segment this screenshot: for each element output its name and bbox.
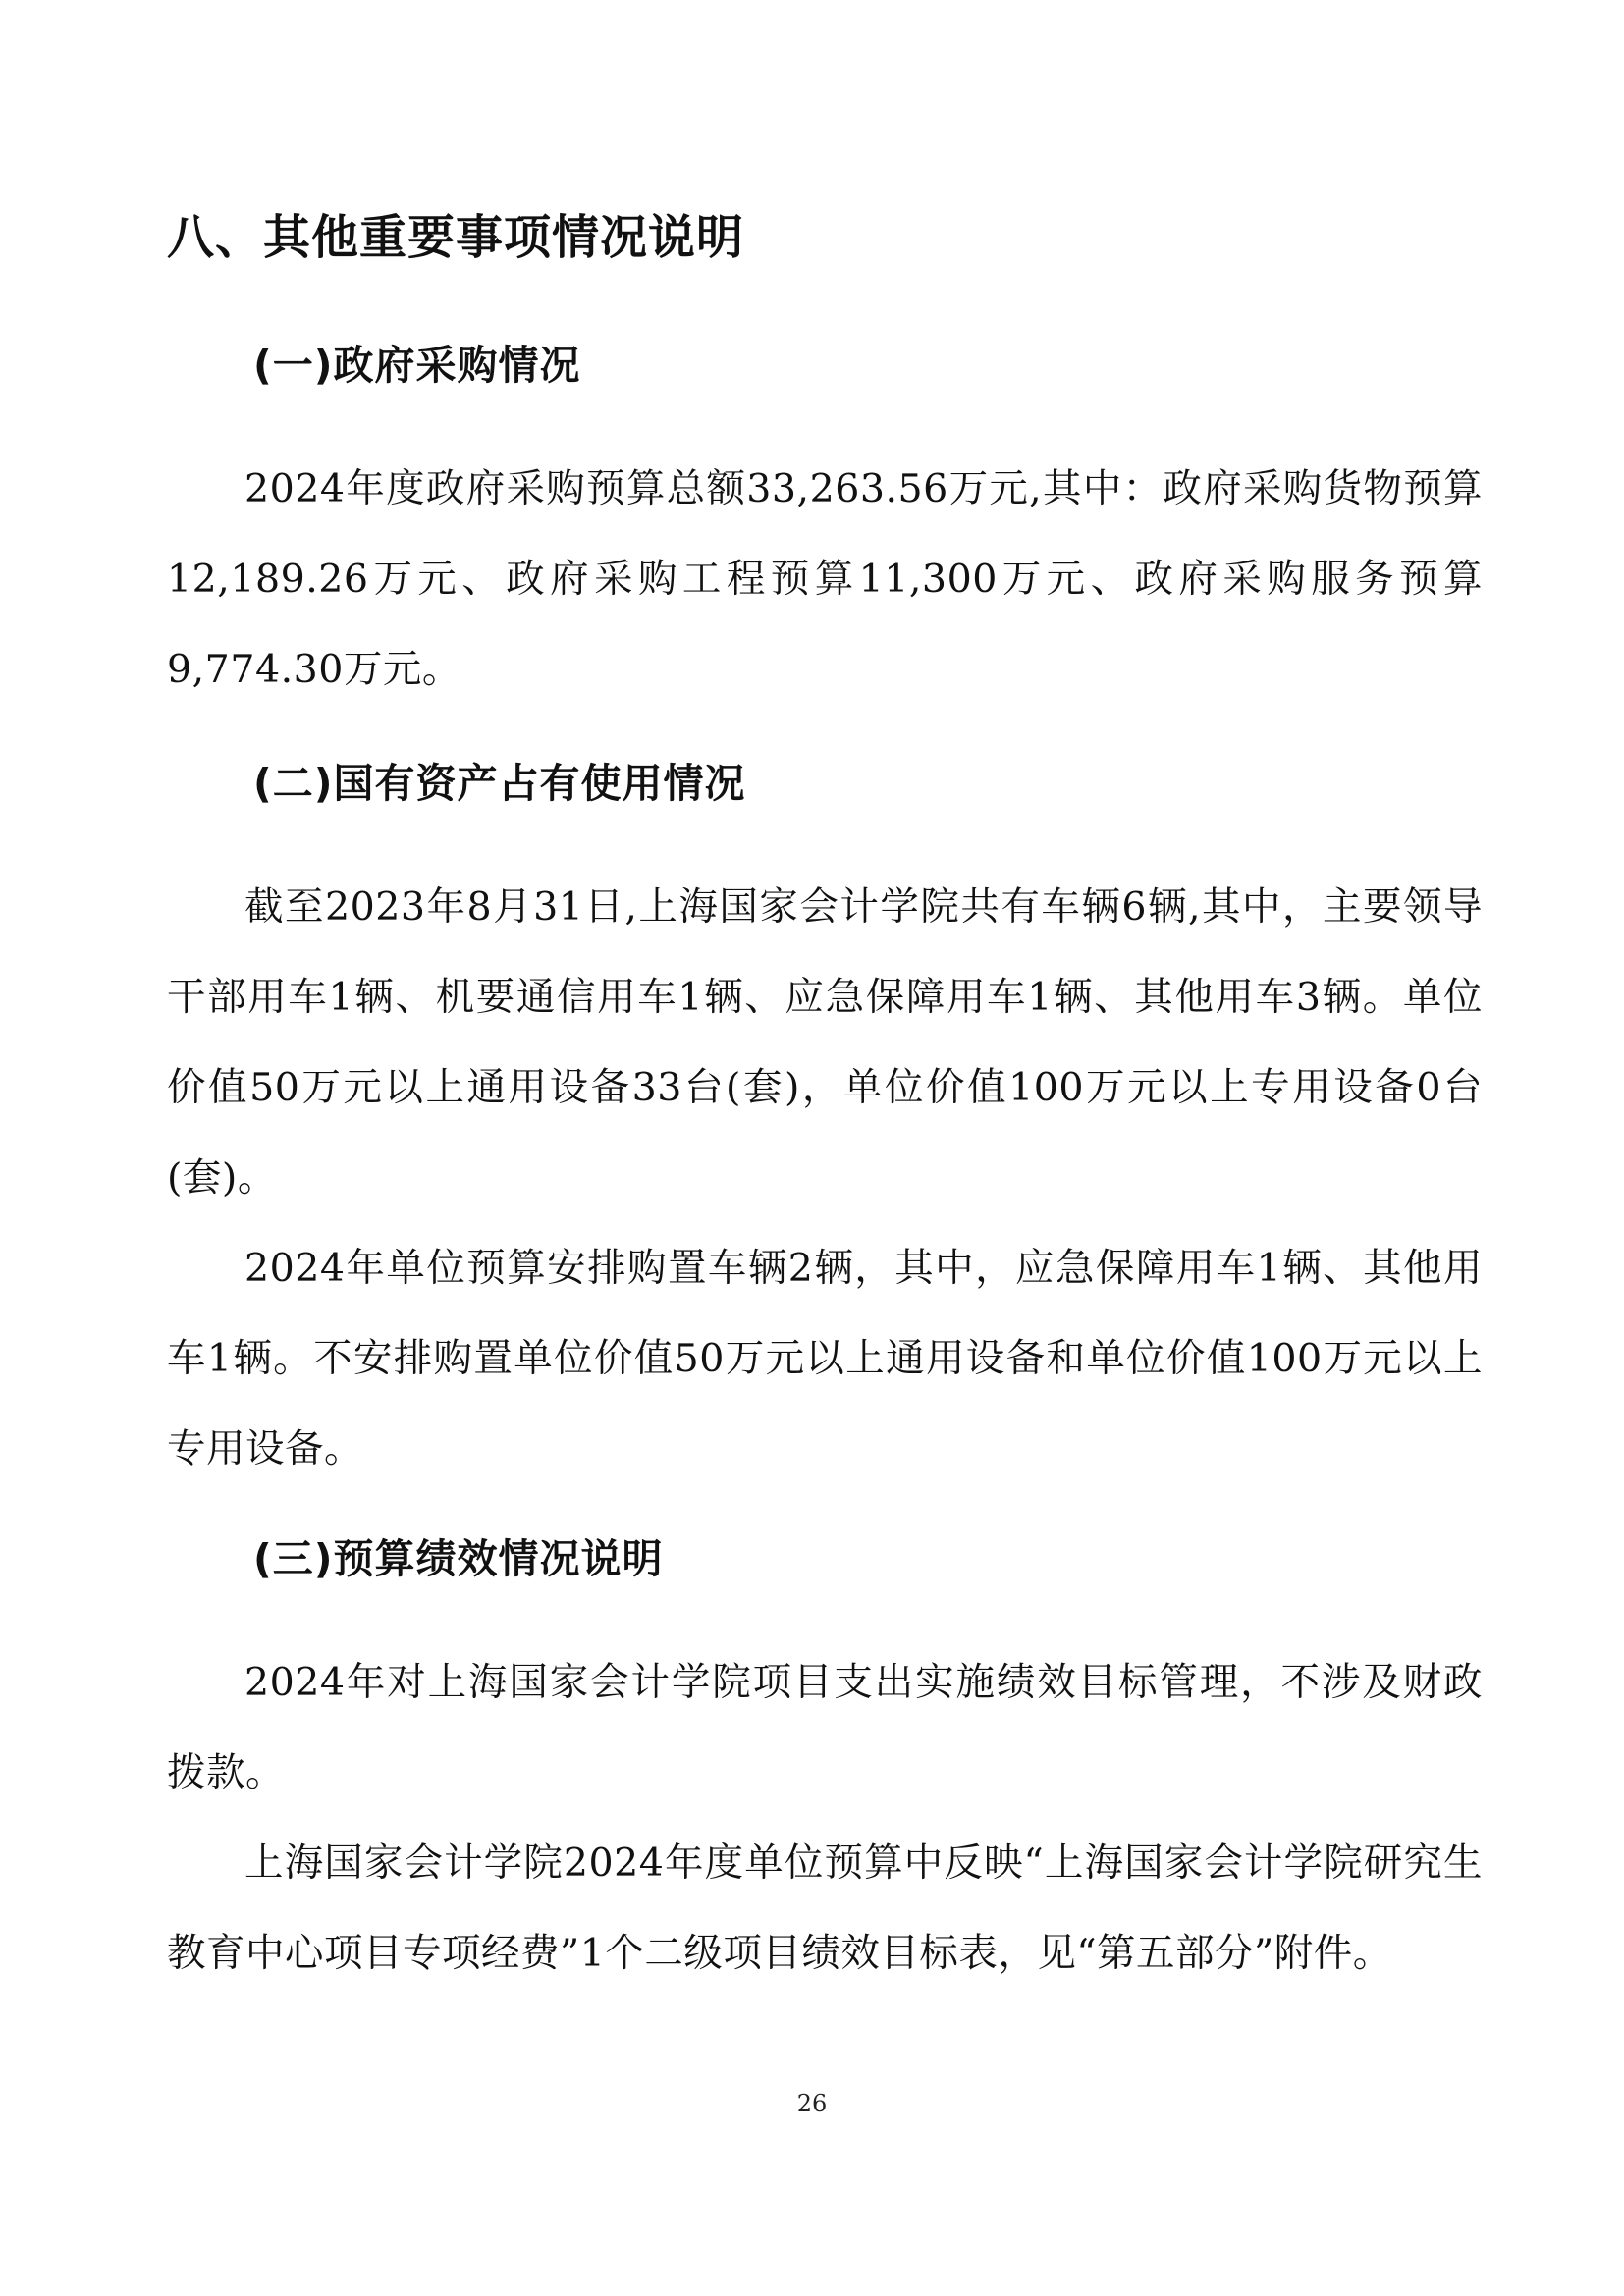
paragraph-assets-vehicles: 截至2023年8月31日,上海国家会计学院共有车辆6辆,其中，主要领导干部用车1辆、机要通信用车1辆、应急保障用车1辆、其他用车3辆。单位价值50万元以上通用设备33台(套)，单位价值100万元以上专用设备0台(套)。 (167, 884, 1483, 1201)
paragraph-procurement: 2024年度政府采购预算总额33,263.56万元,其中：政府采购货物预算12,189.26万元、政府采购工程预算11,300万元、政府采购服务预算9,774.30万元。 (167, 466, 1483, 692)
subsection-heading-assets: (二)国有资产占有使用情况 (253, 760, 746, 807)
paragraph-performance-target-table: 上海国家会计学院2024年度单位预算中反映“上海国家会计学院研究生教育中心项目专项经费”1个二级项目绩效目标表，见“第五部分”附件。 (167, 1841, 1483, 1976)
subsection-heading-performance: (三)预算绩效情况说明 (253, 1535, 664, 1582)
page-number: 26 (796, 2090, 828, 2117)
section-heading: 八、其他重要事项情况说明 (167, 210, 745, 265)
paragraph-performance-management: 2024年对上海国家会计学院项目支出实施绩效目标管理，不涉及财政拨款。 (167, 1660, 1483, 1795)
subsection-heading-procurement: (一)政府采购情况 (253, 342, 581, 389)
paragraph-assets-purchase-plan: 2024年单位预算安排购置车辆2辆，其中，应急保障用车1辆、其他用车1辆。不安排购置单位价值50万元以上通用设备和单位价值100万元以上专用设备。 (167, 1246, 1483, 1471)
